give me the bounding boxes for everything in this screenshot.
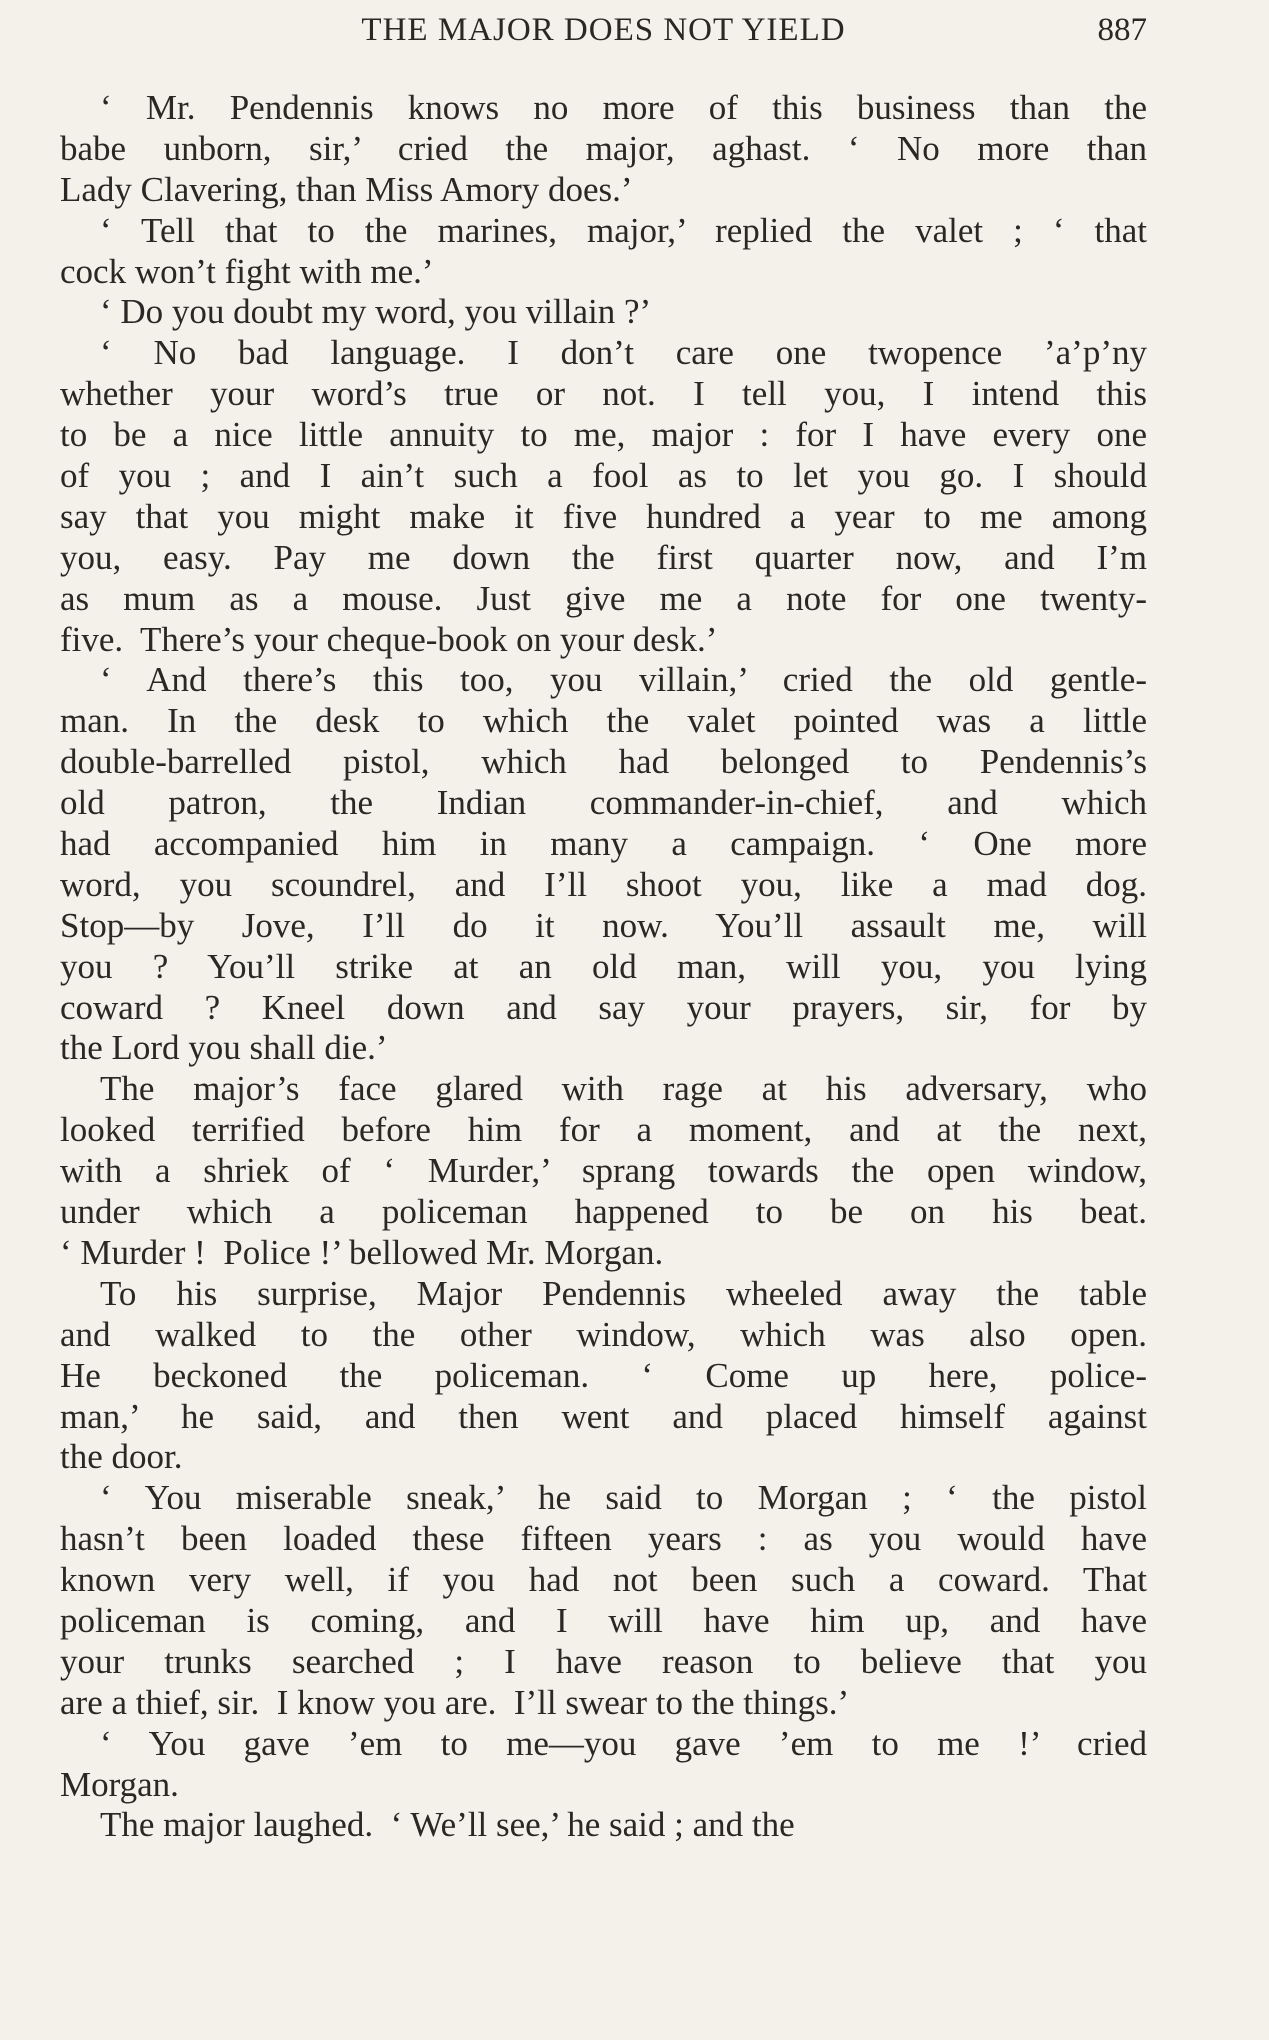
text-line: you ? You’ll strike at an old man, will you, you lying — [60, 946, 1147, 986]
text-line: The major’s face glared with rage at his adversary, who — [100, 1069, 1147, 1109]
text-line: babe unborn, sir,’ cried the major, aghast. ‘ No more than — [60, 128, 1147, 168]
text-line: you, easy. Pay me down the first quarter now, and I’m — [60, 537, 1147, 577]
text-line: old patron, the Indian commander-in-chief, and which — [60, 783, 1147, 823]
paragraph — [60, 88, 1147, 211]
text-line: man,’ he said, and then went and placed himself against — [60, 1396, 1147, 1436]
text-line: The major laughed. ‘ We’ll see,’ he said ; and the — [100, 1805, 795, 1845]
text-line: He beckoned the policeman. ‘ Come up here, police- — [60, 1355, 1147, 1395]
text-line: ‘ You gave ’em to me—you gave ’em to me !’ cried — [100, 1723, 1147, 1763]
text-line: ‘ No bad language. I don’t care one twopence ’a’p’ny — [100, 333, 1147, 373]
page-header — [60, 8, 1147, 52]
text-line: looked terrified before him for a moment, and at the next, — [60, 1110, 1147, 1150]
body-text — [60, 88, 1147, 1846]
text-line: known very well, if you had not been such a coward. That — [60, 1560, 1147, 1600]
text-line: are a thief, sir. I know you are. I’ll swear to the things.’ — [60, 1682, 850, 1722]
page-number: 887 — [1097, 12, 1147, 48]
text-line: policeman is coming, and I will have him up, and have — [60, 1600, 1147, 1640]
text-line: ‘ Do you doubt my word, you villain ?’ — [100, 292, 652, 332]
text-line: man. In the desk to which the valet pointed was a little — [60, 701, 1147, 741]
paragraph — [60, 1069, 1147, 1273]
paragraph — [60, 1274, 1147, 1478]
text-line: and walked to the other window, which was also open. — [60, 1314, 1147, 1354]
text-line: Morgan. — [60, 1764, 179, 1804]
text-line: coward ? Kneel down and say your prayers, sir, for by — [60, 987, 1147, 1027]
text-line: Lady Clavering, than Miss Amory does.’ — [60, 169, 633, 209]
text-line: ‘ You miserable sneak,’ he said to Morgan ; ‘ the pistol — [100, 1478, 1147, 1518]
text-line: whether your word’s true or not. I tell you, I intend this — [60, 374, 1147, 414]
paragraph — [60, 660, 1147, 1069]
paragraph — [60, 292, 1147, 333]
paragraph — [60, 1805, 1147, 1846]
paragraph — [60, 211, 1147, 293]
text-line: as mum as a mouse. Just give me a note for one twenty- — [60, 578, 1147, 618]
text-line: cock won’t fight with me.’ — [60, 251, 434, 291]
text-line: word, you scoundrel, and I’ll shoot you, like a mad dog. — [60, 864, 1147, 904]
text-line: double-barrelled pistol, which had belonged to Pendennis’s — [60, 742, 1147, 782]
text-line: five. There’s your cheque-book on your desk.’ — [60, 619, 718, 659]
text-line: the Lord you shall die.’ — [60, 1028, 388, 1068]
text-line: with a shriek of ‘ Murder,’ sprang towards the open window, — [60, 1151, 1147, 1191]
text-line: ‘ Mr. Pendennis knows no more of this business than the — [100, 88, 1147, 127]
text-line: the door. — [60, 1437, 183, 1477]
text-line: ‘ Murder ! Police !’ bellowed Mr. Morgan. — [60, 1232, 664, 1272]
text-line: of you ; and I ain’t such a fool as to let you go. I should — [60, 456, 1147, 496]
text-line: hasn’t been loaded these fifteen years : as you would have — [60, 1519, 1147, 1559]
text-line: had accompanied him in many a campaign. ‘ One more — [60, 824, 1147, 864]
paragraph — [60, 333, 1147, 660]
running-title: THE MAJOR DOES NOT YIELD — [361, 12, 846, 48]
text-line: say that you might make it five hundred a year to me among — [60, 496, 1147, 536]
text-line: Stop—by Jove, I’ll do it now. You’ll assault me, will — [60, 905, 1147, 945]
paragraph — [60, 1478, 1147, 1723]
text-line: to be a nice little annuity to me, major : for I have every one — [60, 415, 1147, 455]
text-line: your trunks searched ; I have reason to believe that you — [60, 1641, 1147, 1681]
text-line: ‘ And there’s this too, you villain,’ cried the old gentle- — [100, 660, 1147, 700]
text-line: To his surprise, Major Pendennis wheeled away the table — [100, 1273, 1147, 1313]
text-line: under which a policeman happened to be on his beat. — [60, 1192, 1147, 1232]
text-line: ‘ Tell that to the marines, major,’ replied the valet ; ‘ that — [100, 210, 1147, 250]
paragraph — [60, 1724, 1147, 1806]
